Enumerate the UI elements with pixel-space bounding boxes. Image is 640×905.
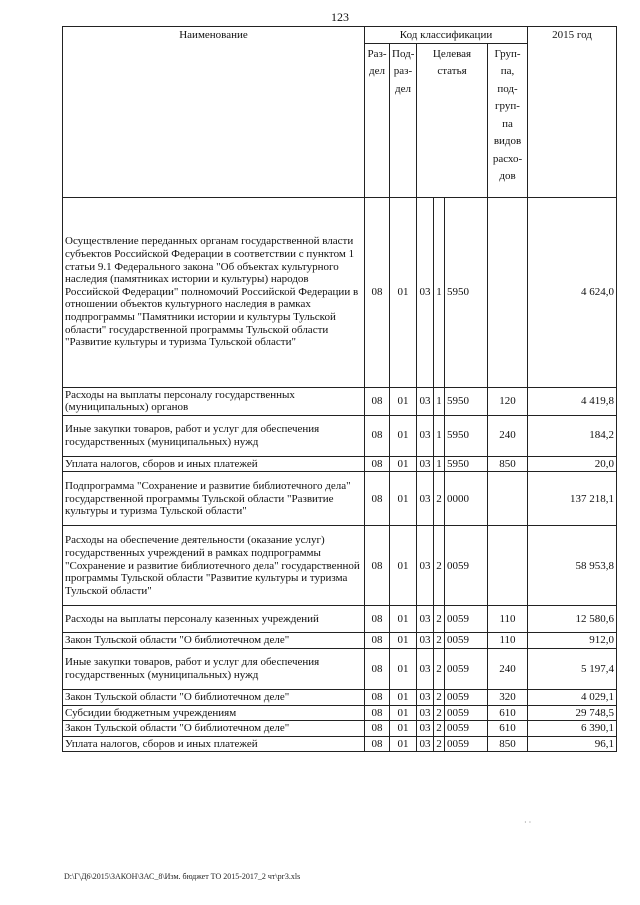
- header-year: 2015 год: [528, 27, 617, 198]
- row-target-subprogram: 1: [434, 387, 445, 415]
- row-target-program: 03: [417, 705, 434, 721]
- row-target-subprogram: 2: [434, 606, 445, 633]
- row-target-direction: 0059: [445, 633, 488, 649]
- header-target: Целевая статья: [417, 43, 488, 197]
- row-expense-group: 850: [488, 456, 528, 472]
- row-target-subprogram: 2: [434, 736, 445, 752]
- row-name: Подпрограмма "Сохранение и развитие библиотечного дела" государственной программы Тульской области "Развитие культуры и туризма Тульской области": [63, 472, 365, 526]
- row-razdel: 08: [365, 705, 390, 721]
- row-target-subprogram: 2: [434, 648, 445, 689]
- row-amount-2015: 20,0: [528, 456, 617, 472]
- row-target-direction: 0059: [445, 606, 488, 633]
- row-target-program: 03: [417, 736, 434, 752]
- budget-table: [62, 26, 617, 752]
- row-target-direction: 0059: [445, 526, 488, 606]
- row-razdel: 08: [365, 387, 390, 415]
- row-amount-2015: 5 197,4: [528, 648, 617, 689]
- table-row: [63, 472, 617, 526]
- header-group: Груп-па, под-груп-па видов расхо-дов: [488, 43, 528, 197]
- row-razdel: 08: [365, 526, 390, 606]
- table-row: [63, 705, 617, 721]
- row-podrazdel: 01: [390, 689, 417, 705]
- table-row: [63, 606, 617, 633]
- header-razdel: Раз-дел: [365, 43, 390, 197]
- table-row: [63, 456, 617, 472]
- row-target-subprogram: 2: [434, 472, 445, 526]
- row-target-subprogram: 1: [434, 197, 445, 387]
- row-name: Расходы на выплаты персоналу государственных (муниципальных) органов: [63, 387, 365, 415]
- row-amount-2015: 29 748,5: [528, 705, 617, 721]
- row-target-program: 03: [417, 472, 434, 526]
- row-amount-2015: 12 580,6: [528, 606, 617, 633]
- row-name: Иные закупки товаров, работ и услуг для обеспечения государственных (муниципальных) нужд: [63, 648, 365, 689]
- row-target-direction: 5950: [445, 197, 488, 387]
- row-name: Расходы на обеспечение деятельности (оказание услуг) государственных учреждений в рамках подпрограммы "Сохранение и развитие библиотечного дела" государственной программы Тульской области "Развитие культуры и туризма Тульской области": [63, 526, 365, 606]
- row-expense-group: [488, 472, 528, 526]
- row-expense-group: [488, 197, 528, 387]
- table-row: [63, 648, 617, 689]
- row-name: Закон Тульской области "О библиотечном деле": [63, 633, 365, 649]
- table-row: [63, 526, 617, 606]
- table-body: [63, 197, 617, 752]
- row-razdel: 08: [365, 633, 390, 649]
- row-target-program: 03: [417, 633, 434, 649]
- page-number: 123: [331, 10, 349, 24]
- row-podrazdel: 01: [390, 415, 417, 456]
- table-row: [63, 415, 617, 456]
- row-expense-group: 120: [488, 387, 528, 415]
- row-name: Иные закупки товаров, работ и услуг для обеспечения государственных (муниципальных) нужд: [63, 415, 365, 456]
- row-amount-2015: 4 624,0: [528, 197, 617, 387]
- row-target-direction: 0000: [445, 472, 488, 526]
- row-name: Расходы на выплаты персоналу казенных учреждений: [63, 606, 365, 633]
- row-name: Осуществление переданных органам государственной власти субъектов Российской Федерации в соответствии с пунктом 1 статьи 9.1 Федерального закона "Об объектах культурного наследия (памятниках истории и культуры) народов Российской Федерации" полномочий Российской Федерации в отношении объектов культурного наследия в рамках подпрограммы "Памятники истории и культуры Тульской области" государственной программы Тульской области "Развитие культуры и туризма Тульской области": [63, 197, 365, 387]
- row-podrazdel: 01: [390, 736, 417, 752]
- table-header-row: [63, 27, 617, 44]
- row-amount-2015: 6 390,1: [528, 721, 617, 737]
- table-row: [63, 736, 617, 752]
- row-target-direction: 0059: [445, 705, 488, 721]
- header-name: Наименование: [63, 27, 365, 198]
- row-name: Субсидии бюджетным учреждениям: [63, 705, 365, 721]
- row-razdel: 08: [365, 689, 390, 705]
- row-podrazdel: 01: [390, 721, 417, 737]
- row-expense-group: 320: [488, 689, 528, 705]
- row-target-program: 03: [417, 721, 434, 737]
- row-amount-2015: 58 953,8: [528, 526, 617, 606]
- row-amount-2015: 912,0: [528, 633, 617, 649]
- row-target-program: 03: [417, 197, 434, 387]
- row-target-direction: 0059: [445, 721, 488, 737]
- row-target-direction: 5950: [445, 415, 488, 456]
- row-podrazdel: 01: [390, 472, 417, 526]
- row-razdel: 08: [365, 472, 390, 526]
- row-name: Уплата налогов, сборов и иных платежей: [63, 456, 365, 472]
- row-target-subprogram: 1: [434, 456, 445, 472]
- row-name: Уплата налогов, сборов и иных платежей: [63, 736, 365, 752]
- row-podrazdel: 01: [390, 633, 417, 649]
- row-amount-2015: 96,1: [528, 736, 617, 752]
- file-path-footer: D:\Г\Д6\2015\ЗАКОН\ЗАС_8\Изм. бюджет ТО 2015-2017_2 чт\рг3.xls: [64, 872, 301, 881]
- row-target-subprogram: 2: [434, 526, 445, 606]
- row-target-program: 03: [417, 415, 434, 456]
- row-target-program: 03: [417, 387, 434, 415]
- row-podrazdel: 01: [390, 387, 417, 415]
- row-target-program: 03: [417, 526, 434, 606]
- row-razdel: 08: [365, 721, 390, 737]
- row-amount-2015: 184,2: [528, 415, 617, 456]
- row-expense-group: 610: [488, 721, 528, 737]
- table-row: [63, 197, 617, 387]
- row-podrazdel: 01: [390, 648, 417, 689]
- row-target-subprogram: 2: [434, 689, 445, 705]
- row-razdel: 08: [365, 456, 390, 472]
- row-target-direction: 0059: [445, 648, 488, 689]
- row-target-direction: 0059: [445, 689, 488, 705]
- table-row: [63, 689, 617, 705]
- row-target-program: 03: [417, 689, 434, 705]
- row-amount-2015: 4 029,1: [528, 689, 617, 705]
- header-classification: Код классификации: [365, 27, 528, 44]
- row-target-program: 03: [417, 606, 434, 633]
- row-target-subprogram: 2: [434, 721, 445, 737]
- row-name: Закон Тульской области "О библиотечном деле": [63, 689, 365, 705]
- table-row: [63, 633, 617, 649]
- row-target-program: 03: [417, 456, 434, 472]
- scan-mark: · ·: [524, 818, 532, 827]
- header-podrazdel: Под-раз-дел: [390, 43, 417, 197]
- row-target-direction: 5950: [445, 456, 488, 472]
- row-expense-group: 240: [488, 415, 528, 456]
- row-name: Закон Тульской области "О библиотечном деле": [63, 721, 365, 737]
- row-podrazdel: 01: [390, 456, 417, 472]
- row-amount-2015: 4 419,8: [528, 387, 617, 415]
- row-razdel: 08: [365, 648, 390, 689]
- row-target-subprogram: 2: [434, 633, 445, 649]
- row-expense-group: [488, 526, 528, 606]
- row-podrazdel: 01: [390, 526, 417, 606]
- table-row: [63, 721, 617, 737]
- row-razdel: 08: [365, 736, 390, 752]
- row-razdel: 08: [365, 606, 390, 633]
- row-target-direction: 0059: [445, 736, 488, 752]
- row-amount-2015: 137 218,1: [528, 472, 617, 526]
- row-target-subprogram: 1: [434, 415, 445, 456]
- row-podrazdel: 01: [390, 606, 417, 633]
- row-razdel: 08: [365, 197, 390, 387]
- row-target-direction: 5950: [445, 387, 488, 415]
- row-expense-group: 610: [488, 705, 528, 721]
- row-expense-group: 110: [488, 606, 528, 633]
- row-target-program: 03: [417, 648, 434, 689]
- row-expense-group: 240: [488, 648, 528, 689]
- row-podrazdel: 01: [390, 705, 417, 721]
- row-expense-group: 110: [488, 633, 528, 649]
- row-podrazdel: 01: [390, 197, 417, 387]
- row-target-subprogram: 2: [434, 705, 445, 721]
- table-row: [63, 387, 617, 415]
- row-expense-group: 850: [488, 736, 528, 752]
- row-razdel: 08: [365, 415, 390, 456]
